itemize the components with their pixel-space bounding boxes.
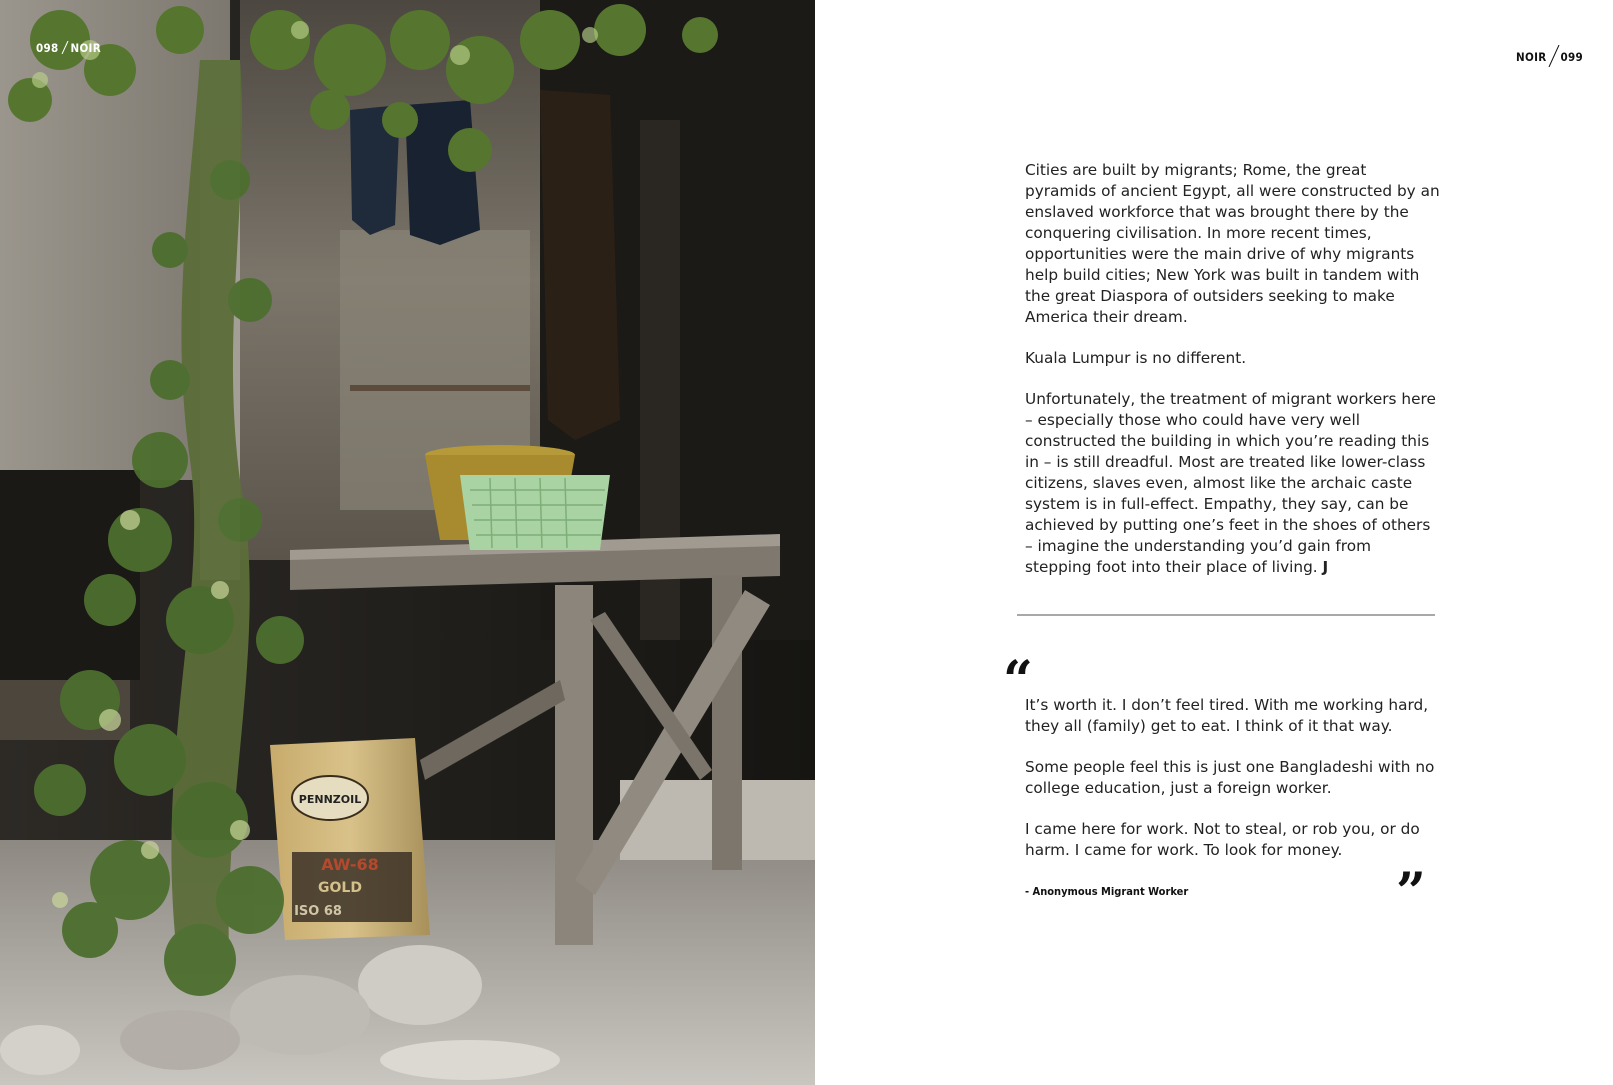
article-paragraph: Kuala Lumpur is no different. xyxy=(1025,349,1247,367)
quote-paragraph: Some people feel this is just one Bangladeshi with no college education, just a foreign worker. xyxy=(1025,758,1435,797)
article-paragraph: Cities are built by migrants; Rome, the great pyramids of ancient Egypt, all were constructed by an enslaved workforce that was brought there by the conquering civilisation. In more recent times, opportunities were the main drive of why migrants help build cities; New York was built in tandem with the great Diaspora of outsiders seeking to make America their dream. xyxy=(1025,161,1440,326)
right-page-number: 099 xyxy=(1560,50,1583,64)
can-grade-text: AW-68 xyxy=(321,855,379,874)
folio-left xyxy=(36,39,101,55)
can-brand-text: PENNZOIL xyxy=(298,793,362,806)
open-quote-mark: “ xyxy=(1003,650,1033,711)
article-paragraph-text: Unfortunately, the treatment of migrant workers here – especially those who could have very well constructed the building in which you’re reading this in – is still dreadful. Most are treated like lower-class citizens, slaves even, almost like the archaic caste system is in full-effect. Empathy, they say, can be achieved by putting one’s feet in the shoes of others – imagine the understanding you’d gain from stepping foot into their place of living. xyxy=(1025,390,1436,576)
close-quote-mark: ” xyxy=(1396,862,1426,923)
left-page-number: 098 xyxy=(36,41,59,55)
slash-divider-icon xyxy=(61,41,69,54)
pull-quote xyxy=(1025,695,1435,881)
right-magazine-name: NOIR xyxy=(1516,50,1547,64)
quote-paragraph: I came here for work. Not to steal, or rob you, or do harm. I came for work. To look for money. xyxy=(1025,820,1420,859)
article-paragraph xyxy=(1025,389,1440,578)
left-magazine-name: NOIR xyxy=(70,41,101,55)
article-body xyxy=(1025,160,1440,598)
quote-paragraph: It’s worth it. I don’t feel tired. With me working hard, they all (family) get to eat. I think of it that way. xyxy=(1025,696,1429,735)
quote-attribution: - Anonymous Migrant Worker xyxy=(1025,885,1189,898)
slash-divider-icon xyxy=(1548,45,1560,67)
can-iso-text: ISO 68 xyxy=(294,904,342,919)
folio-right xyxy=(1516,39,1583,64)
can-gold-text: GOLD xyxy=(318,880,362,896)
author-signature: J xyxy=(1322,558,1329,576)
section-divider xyxy=(1017,614,1435,616)
